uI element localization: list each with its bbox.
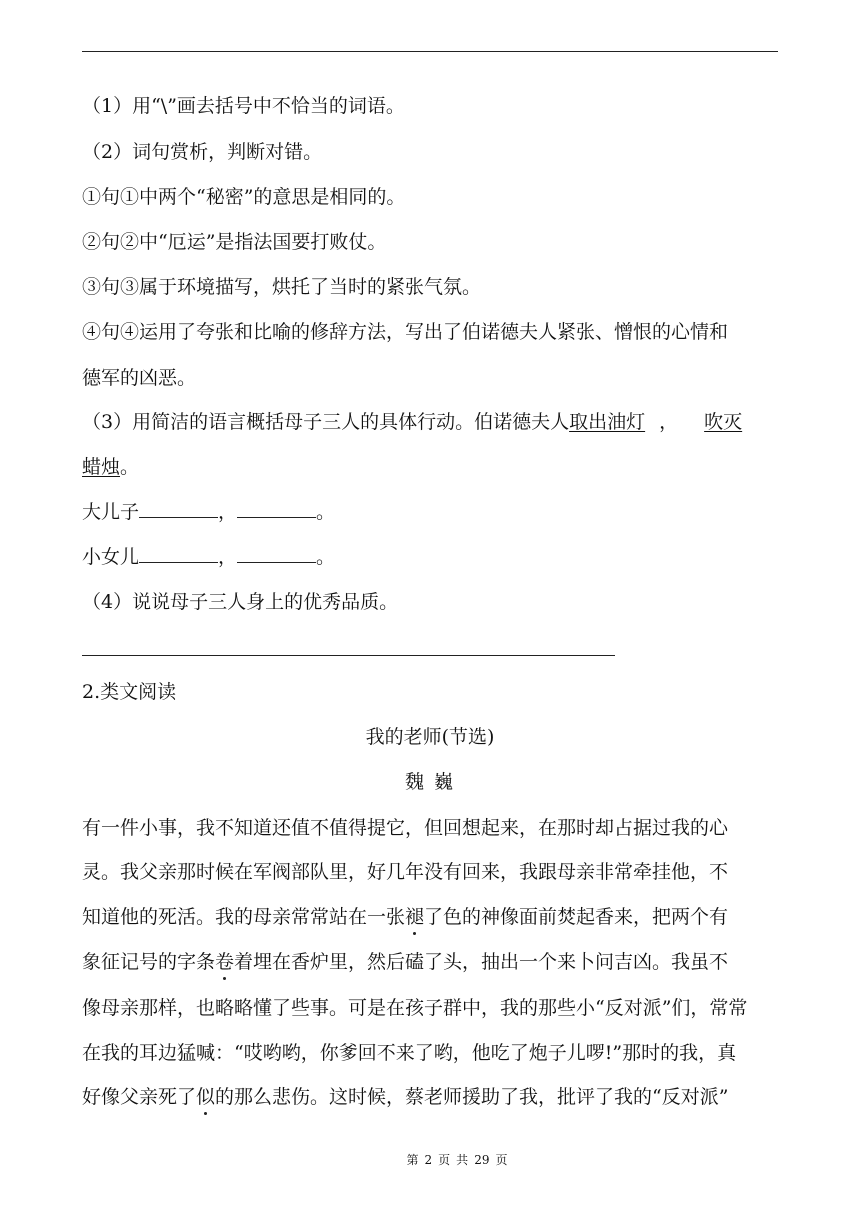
article-title: 我的老师(节选) <box>365 726 495 748</box>
page-footer <box>0 1151 860 1168</box>
passage-line-2: 灵。我父亲那时候在军阀部队里，好几年没有回来，我跟母亲非常牵挂他，不 <box>82 861 729 883</box>
text-segment: 的那么悲伤。这时候，蔡老师援助了我，批评了我的“反对派” <box>215 1086 729 1108</box>
question-2-item-3: ③句③属于环境描写，烘托了当时的紧张气氛。 <box>82 276 482 298</box>
text-segment: 着埋在香炉里，然后磕了头，抽出一个来卜问吉凶。我虽不 <box>234 951 729 973</box>
blank-field[interactable] <box>237 500 316 518</box>
text-segment: 象征记号的字条 <box>82 951 216 973</box>
answer-blow-out: 吹灭 <box>704 411 743 433</box>
daughter-row <box>82 545 335 569</box>
question-4: （4）说说母子三人身上的优秀品质。 <box>82 591 399 613</box>
separator: ， <box>659 411 679 433</box>
answer-candle: 蜡烛 <box>82 456 121 478</box>
eldest-son-label: 大儿子 <box>82 501 140 523</box>
question-2: （2）词句赏析，判断对错。 <box>82 141 323 163</box>
question-1: （1）用“\”画去括号中不恰当的词语。 <box>82 95 405 117</box>
page-number: 2 <box>424 1153 433 1167</box>
eldest-son-row <box>82 500 335 524</box>
text-segment: 好像父亲死了 <box>82 1086 197 1108</box>
header-rule <box>82 51 778 52</box>
question-3-prompt: （3）用简洁的语言概括母子三人的具体行动。伯诺德夫人 <box>82 411 570 433</box>
footer-text: 页 <box>438 1153 451 1167</box>
passage-line-4 <box>82 950 728 974</box>
emphasis-char: 褪 <box>405 906 425 928</box>
blank-field[interactable] <box>139 545 218 563</box>
answer-fetch-lamp: 取出油灯 <box>569 411 646 433</box>
text-segment: 知道他的死活。我的母亲常常站在一张 <box>82 906 406 928</box>
comma: ， <box>218 546 238 568</box>
period: 。 <box>120 456 140 478</box>
passage-line-7 <box>82 1085 728 1109</box>
emphasis-char: 似 <box>196 1086 216 1108</box>
question-3 <box>82 410 742 434</box>
question-3-line2 <box>82 455 139 479</box>
article-author: 魏 巍 <box>404 771 456 793</box>
passage-line-1: 有一件小事，我不知道还值不值得提它，但回想起来，在那时却占据过我的心 <box>82 817 729 839</box>
period: 。 <box>316 546 336 568</box>
section-heading: 2.类文阅读 <box>82 681 177 703</box>
footer-text: 页 <box>495 1153 508 1167</box>
passage-line-6: 在我的耳边猛喊：“哎哟哟，你爹回不来了哟，他吃了炮子儿啰!”那时的我，真 <box>82 1042 737 1064</box>
footer-text: 第 <box>406 1153 419 1167</box>
emphasis-char: 卷 <box>215 951 235 973</box>
period: 。 <box>316 501 336 523</box>
passage-line-3 <box>82 905 728 929</box>
comma: ， <box>218 501 238 523</box>
question-2-item-4-line1: ④句④运用了夸张和比喻的修辞方法，写出了伯诺德夫人紧张、憎恨的心情和 <box>82 321 729 343</box>
blank-field[interactable] <box>237 545 316 563</box>
answer-line[interactable] <box>82 655 615 656</box>
question-2-item-1: ①句①中两个“秘密”的意思是相同的。 <box>82 186 406 208</box>
text-segment: 了色的神像面前焚起香来，把两个有 <box>424 906 729 928</box>
footer-text: 共 <box>456 1153 469 1167</box>
blank-field[interactable] <box>139 500 218 518</box>
daughter-label: 小女儿 <box>82 546 140 568</box>
passage-line-5: 像母亲那样，也略略懂了些事。可是在孩子群中，我的那些小“反对派”们，常常 <box>82 997 748 1019</box>
question-2-item-4-line2: 德军的凶恶。 <box>82 367 197 389</box>
total-pages: 29 <box>474 1153 490 1167</box>
question-2-item-2: ②句②中“厄运”是指法国要打败仗。 <box>82 231 387 253</box>
